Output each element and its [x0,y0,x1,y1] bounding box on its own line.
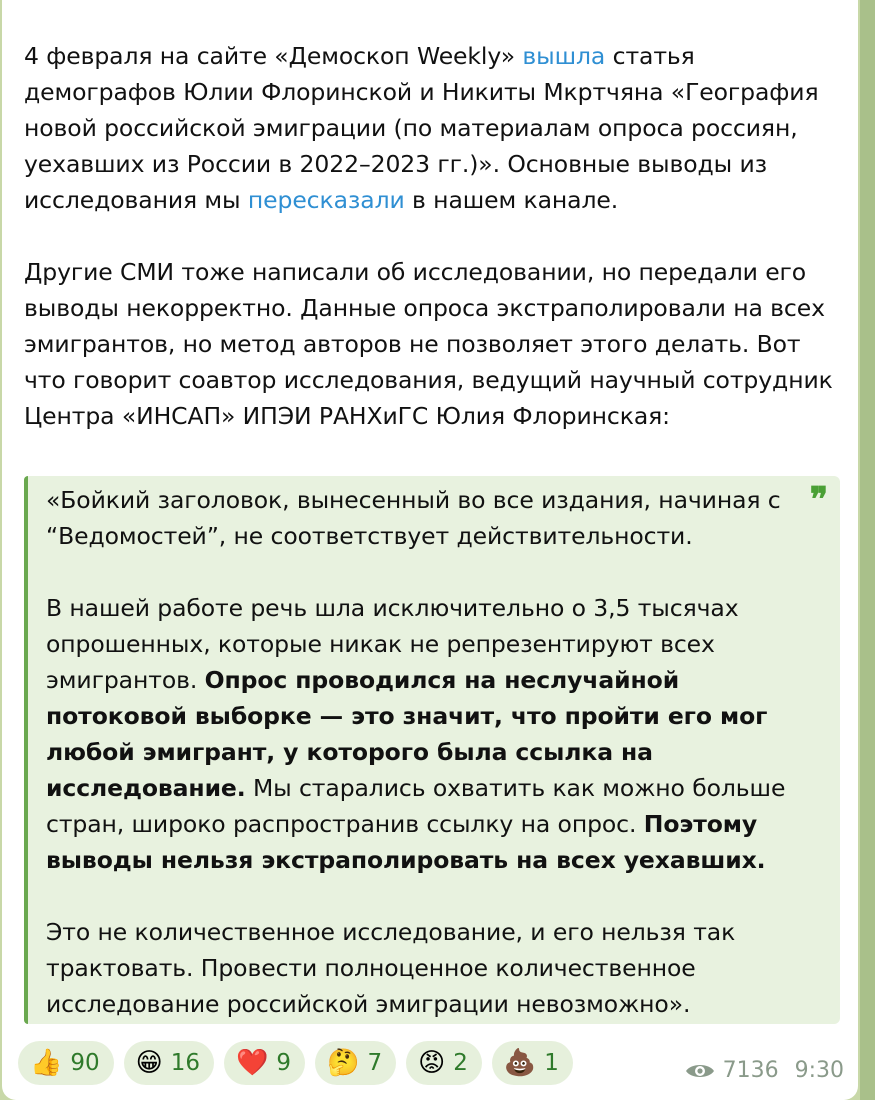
reaction-thumbs-up[interactable] [18,1041,114,1085]
paragraph-1 [24,38,844,218]
text-span: статья демографов Юлии Флоринской и Никиты Мкртчяна «География новой российской эмиграции (по материалам опроса россиян, уехавших из России в 2022–2023 гг.)». Основные выводы из исследования мы [24,42,819,214]
poop-icon: 💩 [503,1048,537,1078]
reaction-heart[interactable] [224,1041,305,1085]
text-span: Мы старались охватить как можно больше стран, широко распространив ссылку на опрос. [46,774,786,838]
link-vyshla[interactable]: вышла [522,42,606,70]
eye-icon [685,1061,715,1081]
quote-icon: ❞ [809,480,828,520]
text-span: в нашем канале. [404,186,619,214]
reaction-count: 7 [367,1050,383,1076]
thumbs-up-icon: 👍 [30,1048,63,1078]
views-count: 7136 [722,1058,779,1083]
reaction-poop[interactable] [492,1041,573,1085]
reaction-count: 16 [170,1050,201,1076]
reaction-thinking[interactable] [315,1041,396,1085]
message-meta [685,1058,844,1083]
quote-paragraph-1: «Бойкий заголовок, вынесенный во все издания, начиная с “Ведомостей”, не соответствует действительности. [46,486,781,550]
link-pereskazali[interactable]: пересказали [247,186,405,214]
reaction-count: 1 [544,1050,559,1076]
quote-paragraph-3: Это не количественное исследование, и его нельзя так трактовать. Провести полноценное количественное исследование российской эмиграции невозможно». [46,918,736,1018]
message-text [24,38,844,434]
reaction-grin[interactable] [124,1041,214,1085]
message-time: 9:30 [794,1058,844,1083]
blockquote [24,476,840,1024]
angry-icon: 😡 [418,1048,446,1078]
reaction-count: 9 [276,1050,292,1076]
message-bubble [2,0,858,1100]
paragraph-2: Другие СМИ тоже написали об исследовании, но передали его выводы некорректно. Данные опроса экстраполировали на всех эмигрантов, но метод авторов не позволяет этого делать. Вот что говорит соавтор исследования, ведущий научный сотрудник Центра «ИНСАП» ИПЭИ РАНХиГС Юлия Флоринская: [24,258,833,430]
quote-paragraph-2 [46,590,800,878]
reaction-count: 90 [70,1050,100,1076]
reaction-angry[interactable] [406,1041,482,1085]
reaction-count: 2 [453,1050,468,1076]
bold-text: Опрос проводился на неслучайной потоковой выборке — это значит, что пройти его мог любой эмигрант, у которого была ссылка на исследование. [46,666,768,802]
bold-text: Поэтому выводы нельзя экстраполировать на всех уехавших. [46,810,766,874]
chat-background [860,0,875,1100]
reactions-bar [18,1041,573,1085]
heart-icon: ❤️ [236,1048,269,1078]
text-span: В нашей работе речь шла исключительно о 3,5 тысячах опрошенных, которые никак не репрезентируют всех эмигрантов. [46,594,739,694]
thinking-icon: 🤔 [327,1048,360,1078]
grin-icon: 😁 [135,1048,163,1078]
text-span: 4 февраля на сайте «Демоскоп Weekly» [24,42,523,70]
